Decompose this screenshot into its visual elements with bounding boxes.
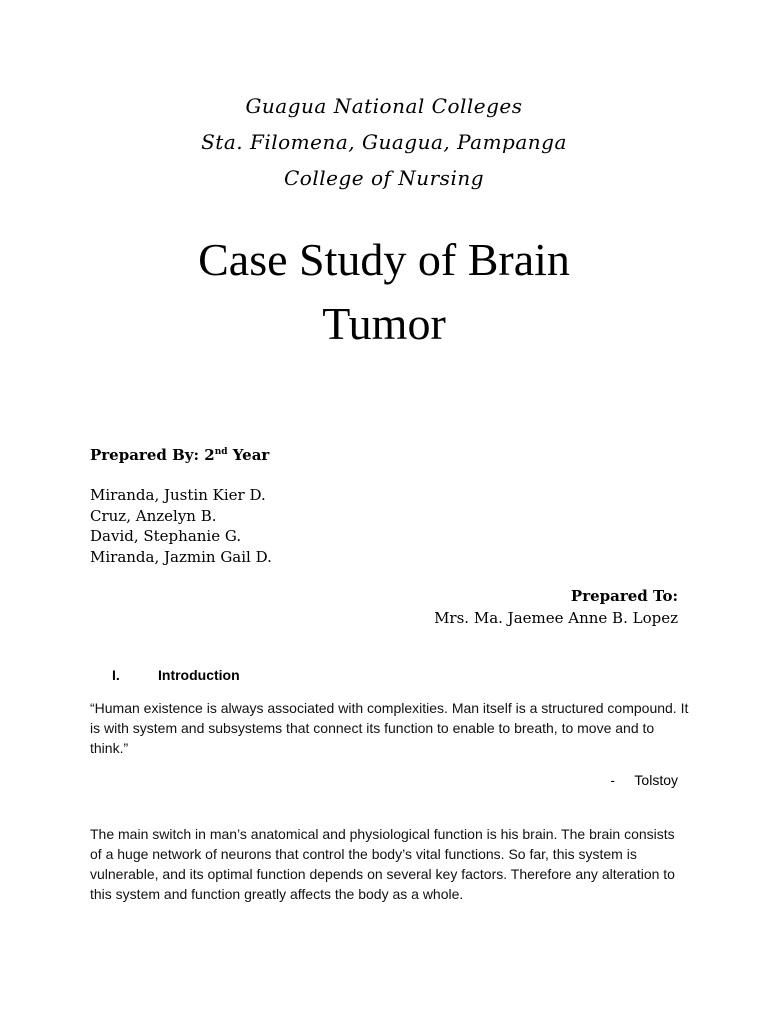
document-title — [0, 228, 768, 356]
prepared-by-label: Prepared By: 2 — [90, 446, 215, 464]
school-name: Guagua National Colleges — [245, 94, 523, 118]
author-name: Miranda, Jazmin Gail D. — [90, 547, 272, 566]
quote-attribution — [610, 772, 678, 788]
author-list — [90, 485, 272, 567]
prepared-to-label: Prepared To: — [570, 587, 678, 605]
title-line-2: Tumor — [322, 298, 446, 349]
section-heading-introduction — [112, 667, 240, 683]
author-name: Cruz, Anzelyn B. — [90, 506, 217, 525]
school-address: Sta. Filomena, Guagua, Pampanga — [201, 130, 567, 154]
attribution-dash: - — [610, 772, 616, 788]
author-name: Miranda, Justin Kier D. — [90, 486, 266, 504]
title-line-1: Case Study of Brain — [198, 234, 570, 285]
author-name: David, Stephanie G. — [90, 527, 242, 545]
institution-header — [0, 88, 768, 196]
prepared-by-heading — [90, 446, 269, 464]
college-name: College of Nursing — [283, 166, 485, 190]
intro-paragraph: The main switch in man’s anatomical and physiological function is his brain. The brain consists of a huge network of neurons that control the body’s vital functions. So far, this system is vulnerable, and its optimal function depends on several key factors. Therefore any alteration to this system and function greatly affects the body as a whole. — [90, 826, 675, 902]
prepared-by-suffix: Year — [227, 446, 270, 464]
section-title: Introduction — [158, 667, 240, 683]
instructor-name: Mrs. Ma. Jaemee Anne B. Lopez — [434, 609, 678, 627]
quote-author: Tolstoy — [634, 772, 678, 788]
prepared-to-block — [434, 585, 678, 629]
prepared-by-ordinal: nd — [214, 447, 228, 457]
section-number: I. — [112, 667, 120, 683]
opening-quote: “Human existence is always associated with complexities. Man itself is a structured compound. It is with system and subsystems that connect its function to enable to breath, to move and to think.” — [90, 700, 689, 756]
